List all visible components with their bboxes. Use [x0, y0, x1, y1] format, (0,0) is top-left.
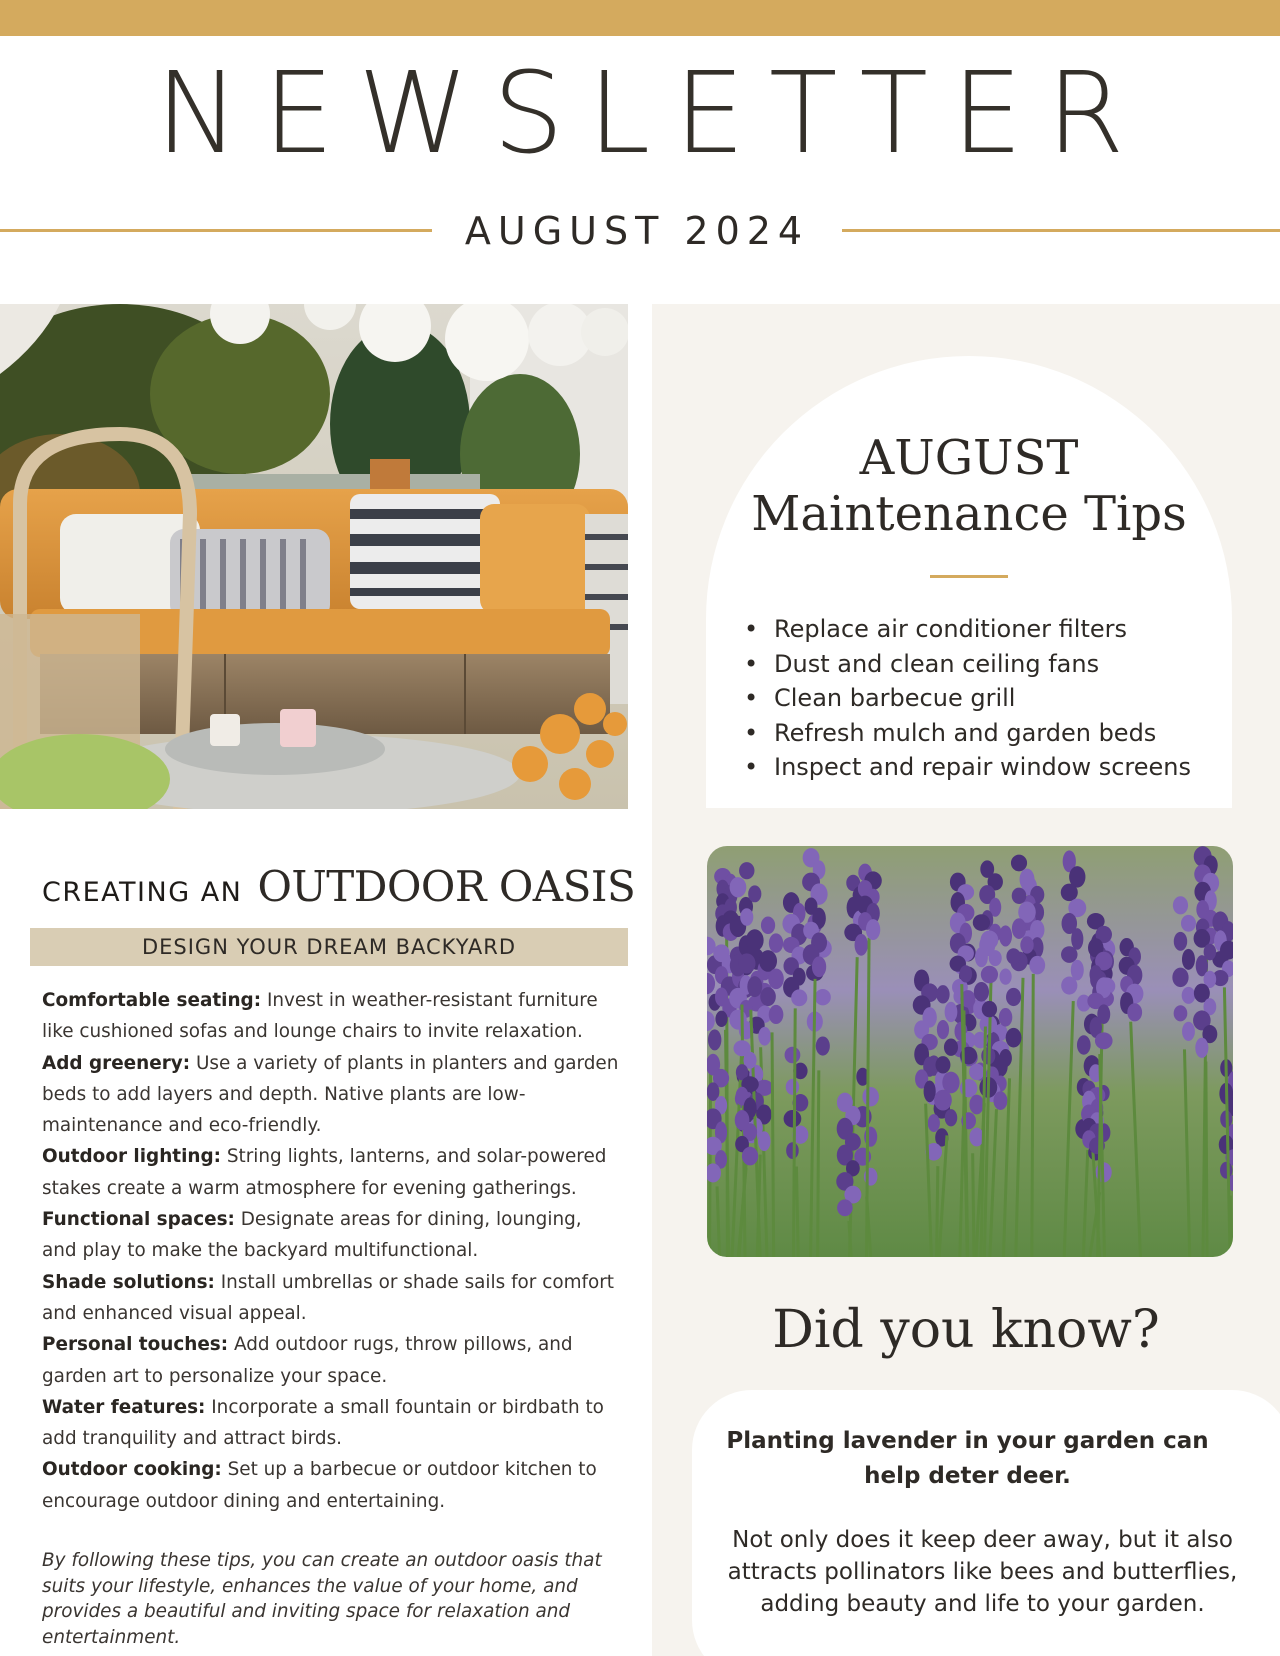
- article-heading: [42, 862, 642, 922]
- article-tip-label: Outdoor lighting:: [42, 1146, 221, 1168]
- article-tip-label: Functional spaces:: [42, 1209, 235, 1231]
- article-subhead: DESIGN YOUR DREAM BACKYARD: [30, 928, 628, 966]
- article-tip-label: Water features:: [42, 1396, 206, 1418]
- article-tip-label: Shade solutions:: [42, 1271, 215, 1293]
- lavender-photo: [707, 846, 1233, 1257]
- newsletter-title: NEWSLETTER: [155, 49, 1149, 179]
- article-tip-text: Designate areas for dining, lounging, and play to make the backyard multifunctional.: [42, 1209, 582, 1262]
- patio-photo: [0, 304, 628, 809]
- article-tip: [42, 1392, 622, 1455]
- article-tip-label: Outdoor cooking:: [42, 1459, 222, 1481]
- article-closing: By following these tips, you can create an outdoor oasis that suits your lifestyle, enhances the value of your home, and provides a beautiful and inviting space for relaxation and entertainment.: [42, 1550, 602, 1648]
- article-tip-text: String lights, lanterns, and solar-powered stakes create a warm atmosphere for evening gatherings.: [42, 1146, 607, 1199]
- issue-date-row: [0, 205, 1280, 255]
- article-tip-text: Add outdoor rugs, throw pillows, and garden art to personalize your space.: [42, 1334, 573, 1387]
- article-tip: [42, 985, 622, 1048]
- maintenance-title-month: AUGUST: [859, 430, 1079, 486]
- list-item: • Inspect and repair window screens: [744, 750, 1214, 785]
- list-item: • Refresh mulch and garden beds: [744, 716, 1214, 751]
- article-tip: [42, 1329, 622, 1392]
- issue-date: AUGUST 2024: [464, 209, 810, 253]
- article-tip-label: Personal touches:: [42, 1334, 229, 1356]
- article-tip: [42, 1267, 622, 1330]
- list-item: • Clean barbecue grill: [744, 681, 1214, 716]
- did-you-know-body: Not only does it keep deer away, but it also attracts pollinators like bees and butterflies, adding beauty and life to your garden.: [727, 1527, 1238, 1617]
- article-tip-label: Comfortable seating:: [42, 990, 262, 1011]
- maintenance-tips-list: [744, 612, 1214, 785]
- article-tips: [42, 985, 622, 1517]
- did-you-know-title: Did you know?: [772, 1300, 1160, 1360]
- article-tip-text: Use a variety of plants in planters and garden beds to add layers and depth. Native plants are low-maintenance and eco-friendly.: [42, 1052, 619, 1137]
- top-accent-bar: [0, 0, 1280, 36]
- article-tip-text: Install umbrellas or shade sails for comfort and enhanced visual appeal.: [42, 1271, 614, 1324]
- list-item: • Replace air conditioner filters: [744, 612, 1214, 647]
- article-kicker: CREATING AN: [42, 877, 243, 908]
- article-tip-text: Incorporate a small fountain or birdbath to add tranquility and attract birds.: [42, 1396, 604, 1450]
- list-item: • Dust and clean ceiling fans: [744, 647, 1214, 682]
- article-tip-text: Invest in weather-resistant furniture like cushioned sofas and lounge chairs to invite relaxation.: [42, 990, 598, 1043]
- article-tip-text: Set up a barbecue or outdoor kitchen to encourage outdoor dining and entertaining.: [42, 1459, 597, 1512]
- article-tip: [42, 1454, 622, 1517]
- article-tip-label: Add greenery:: [42, 1052, 191, 1074]
- maintenance-title-rule: [930, 575, 1008, 578]
- date-rule-right: [842, 229, 1280, 232]
- maintenance-tips-title: [706, 430, 1232, 542]
- article-tip: [42, 1048, 622, 1142]
- maintenance-title-main: Maintenance Tips: [751, 486, 1187, 542]
- date-rule-left: [0, 229, 432, 232]
- article-headline: OUTDOOR OASIS: [257, 862, 636, 911]
- did-you-know-fact: Planting lavender in your garden can help deter deer.: [726, 1428, 1209, 1489]
- article-tip: [42, 1204, 622, 1267]
- article-tip: [42, 1141, 622, 1204]
